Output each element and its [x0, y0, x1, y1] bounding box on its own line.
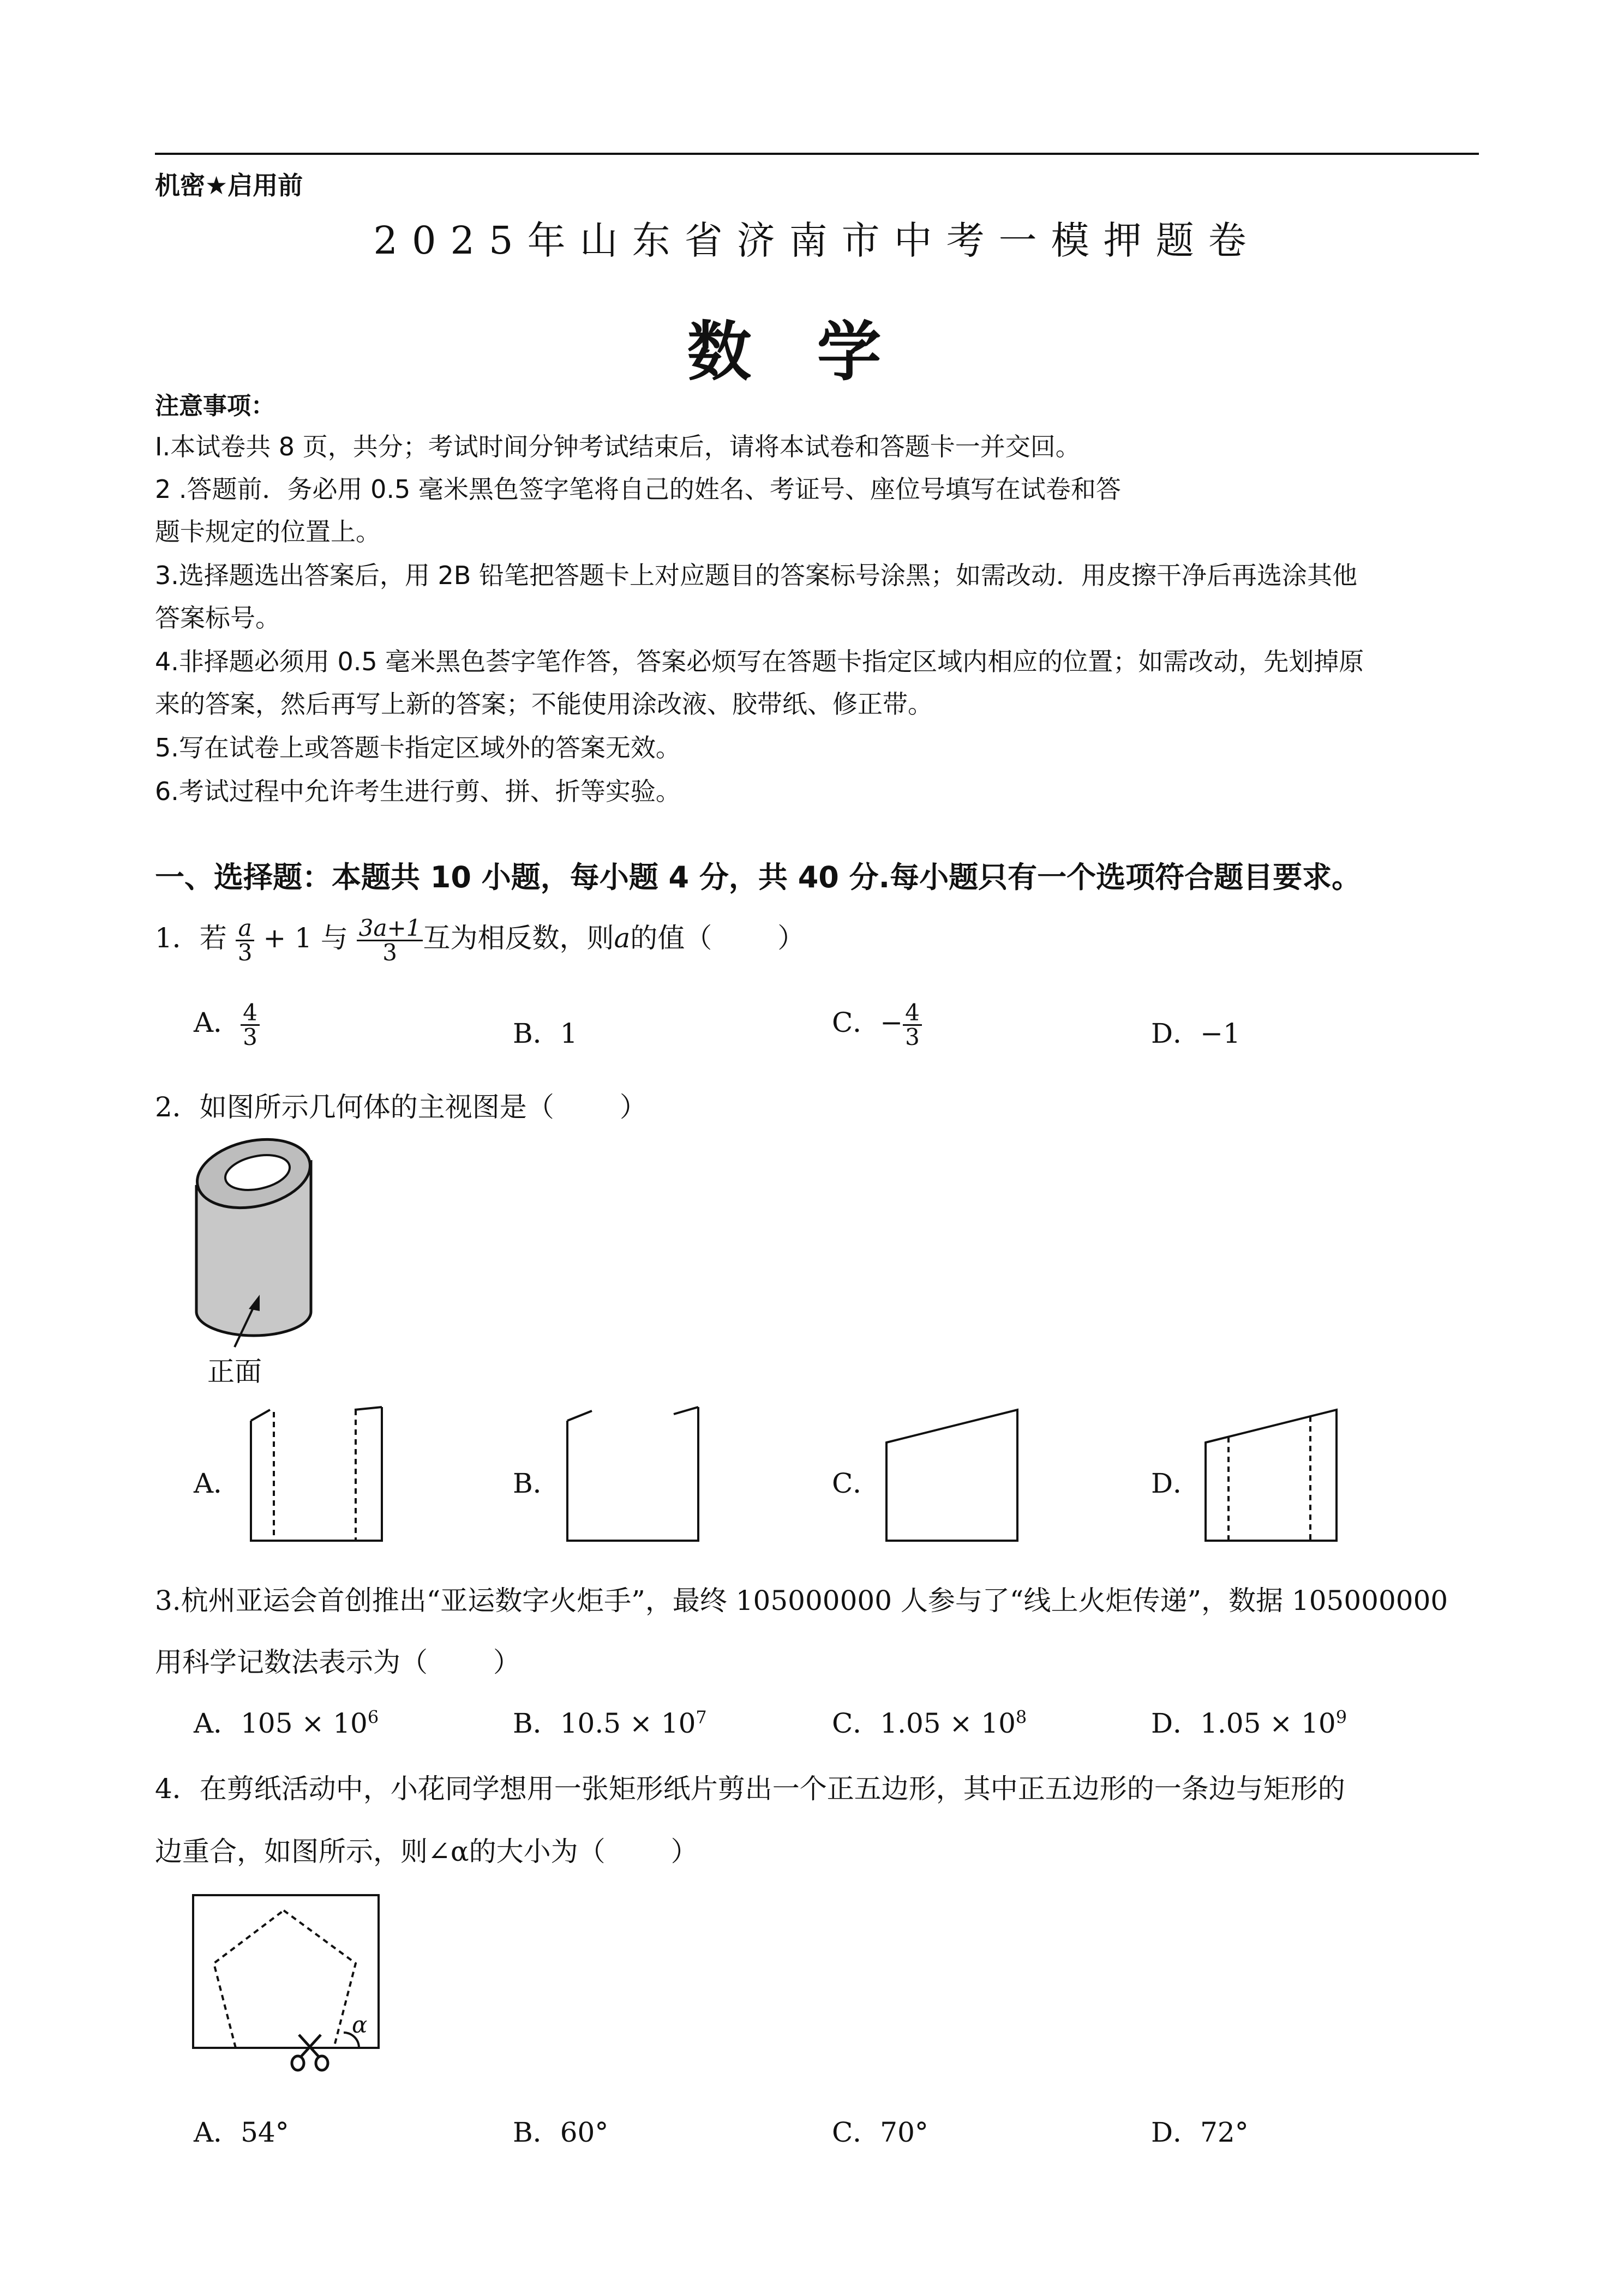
exam-title: 2025年山东省济南市中考一模押题卷 [373, 218, 1261, 263]
q3-option-d: D．$1.05 \times 10^9$ [1151, 1706, 1347, 1739]
q1-variable: a [614, 922, 631, 954]
q1-option-b: B．1 [513, 1018, 578, 1049]
q4-option-c: C．70° [832, 2117, 928, 2148]
top-rule [155, 153, 1479, 155]
question-4-line-1: 4．在剪纸活动中，小花同学想用一张矩形纸片剪出一个正五边形，其中正五边形的一条边与矩形的 [155, 1773, 1345, 1805]
question-3-line-2: 用科学记数法表示为（ ） [155, 1646, 520, 1678]
q1-option-c-fraction: $\frac{4}{3}$ [903, 1001, 922, 1049]
q1-text: 的值（ [630, 922, 712, 954]
q2-option-a-figure [240, 1404, 393, 1546]
notice-line: 4.非择题必须用 0.5 毫米黑色荟字笔作答，答案必烦写在答题卡指定区域内相应的位置；如需改动，先划掉原 [155, 647, 1364, 676]
q3-option-a: A．$105 \times 10^6$ [194, 1706, 379, 1739]
q2-option-c-figure [876, 1404, 1028, 1546]
q4-option-b: B．60° [513, 2117, 609, 2148]
q4-option-d: D．72° [1151, 2117, 1249, 2148]
q2-cylinder-figure [185, 1129, 338, 1385]
q1-fraction-a-over-3: $\frac{a}{3}$ [236, 917, 255, 964]
q2-option-b-label: B． [513, 1468, 560, 1499]
notice-line: 答案标号。 [155, 603, 280, 633]
q2-front-label: 正面 [207, 1356, 262, 1387]
q4-pentagon-figure [185, 1890, 393, 2086]
q1-option-a-fraction: $\frac{4}{3}$ [241, 1001, 260, 1049]
q1-fraction-3a-plus-1-over-3: $\frac{3a+1}{3}$ [357, 917, 423, 964]
scissors-icon [292, 2035, 328, 2070]
q1-text: 若 [199, 922, 227, 954]
q3-option-b: B．$10.5 \times 10^7$ [513, 1706, 707, 1739]
q1-text: + 1 与 [263, 922, 348, 954]
notice-line: 5.写在试卷上或答题卡指定区域外的答案无效。 [155, 733, 681, 762]
q1-close-paren: ） [777, 922, 805, 954]
notice-line: 2 .答题前．务必用 0.5 毫米黑色签字笔将自己的姓名、考证号、座位号填写在试卷和答 [155, 474, 1121, 504]
section-heading: 一、选择题：本题共 10 小题，每小题 4 分，共 40 分.每小题只有一个选项符合题目要求。 [155, 860, 1362, 894]
q1-option-a: A． $\frac{4}{3}$ [194, 1001, 260, 1049]
notice-line: 3.选择题选出答案后，用 2B 铅笔把答题卡上对应题目的答案标号涂黑；如需改动．用皮擦干净后再选涂其他 [155, 561, 1357, 590]
secret-label: 机密★启用前 [155, 171, 303, 200]
q1-option-d: D．−1 [1151, 1018, 1241, 1049]
question-4-line-2: 边重合，如图所示，则∠α的大小为（ ） [155, 1836, 698, 1867]
q2-option-a-label: A． [194, 1468, 241, 1499]
q2-option-b-figure [556, 1404, 709, 1546]
notice-line: 来的答案，然后再写上新的答案；不能使用涂改液、胶带纸、修正带。 [155, 689, 933, 719]
notice-line: 题卡规定的位置上。 [155, 517, 381, 546]
q2-option-d-figure [1195, 1404, 1347, 1546]
q1-option-c: C．− $\frac{4}{3}$ [832, 1001, 922, 1049]
question-1-stem [155, 916, 805, 964]
subject-title: 数学 [687, 314, 947, 389]
q1-number: 1． [155, 922, 200, 954]
question-3-line-1: 3.杭州亚运会首创推出“亚运数字火炬手”，最终 105000000 人参与了“线上火炬传递”，数据 105000000 [155, 1585, 1448, 1616]
q2-option-c-label: C． [832, 1468, 880, 1499]
question-2-stem: 2．如图所示几何体的主视图是（ ） [155, 1091, 647, 1123]
q4-alpha-label: α [352, 2011, 368, 2038]
notice-line: Ⅰ.本试卷共 8 页，共分；考试时间分钟考试结束后，请将本试卷和答题卡一并交回。 [155, 432, 1081, 461]
notice-line: 6.考试过程中允许考生进行剪、拼、折等实验。 [155, 777, 681, 806]
q1-text: 互为相反数，则 [423, 922, 614, 954]
q4-option-a: A．54° [194, 2117, 289, 2148]
q2-option-d-label: D． [1151, 1468, 1201, 1499]
q3-option-c: C．$1.05 \times 10^8$ [832, 1706, 1027, 1739]
notice-heading: 注意事项： [155, 392, 275, 420]
